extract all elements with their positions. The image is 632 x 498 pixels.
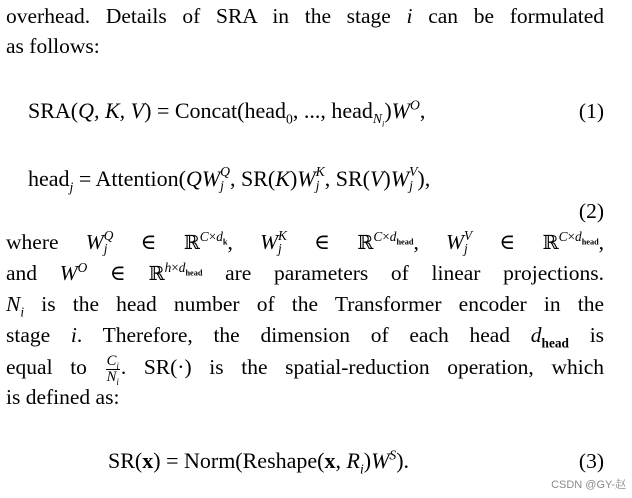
eq-sup: C bbox=[199, 228, 209, 244]
equation-2 bbox=[28, 164, 430, 195]
eq-text: ) bbox=[363, 448, 372, 473]
eq-sup: K bbox=[315, 164, 325, 180]
math-inline: W V j ∈ ℝ$^{C\times d_{head}}$, bbox=[446, 227, 605, 257]
eq-sub: k bbox=[222, 237, 228, 247]
eq-sup: V bbox=[463, 227, 473, 243]
eq-var: W bbox=[446, 230, 464, 254]
eq-sup: Q bbox=[220, 164, 231, 180]
eq-sub: i bbox=[359, 461, 364, 477]
text-segment: where bbox=[6, 230, 59, 254]
eq-text: ℝ bbox=[148, 262, 165, 285]
eq-text: ) bbox=[384, 98, 392, 123]
eq-var: W bbox=[390, 166, 410, 191]
eq-supsub bbox=[316, 165, 325, 192]
eq-text: SR( bbox=[108, 448, 143, 473]
text-segment: can be formulated bbox=[428, 4, 605, 28]
eq-text: SRA( bbox=[28, 98, 79, 123]
eq-text: ), bbox=[417, 166, 431, 191]
eq-var: K bbox=[275, 166, 290, 191]
eq-var: W bbox=[371, 448, 390, 473]
eq-var: W bbox=[85, 230, 104, 254]
eq-var: d bbox=[530, 323, 542, 347]
eq-sup: C bbox=[373, 228, 383, 244]
fraction bbox=[106, 352, 120, 387]
eq-text: ℝ bbox=[357, 231, 374, 254]
math-var: i bbox=[70, 323, 77, 347]
text-segment: equal to bbox=[6, 355, 87, 379]
eq-sup: d bbox=[178, 259, 186, 275]
eq-sub: head bbox=[185, 268, 203, 278]
watermark: CSDN @GY-赵 bbox=[551, 479, 626, 491]
text-line-5 bbox=[6, 290, 604, 318]
math-inline bbox=[6, 292, 25, 320]
text-segment: . Therefore, the dimension of each head bbox=[76, 323, 511, 347]
eq-sub: head bbox=[581, 237, 599, 247]
eq-sub: j bbox=[103, 241, 108, 257]
eq-var: W bbox=[297, 166, 316, 191]
text-segment: overhead. Details of SRA in the stage bbox=[6, 4, 391, 28]
eq-text: ) = Norm(Reshape( bbox=[153, 448, 325, 473]
math-var: i bbox=[406, 4, 413, 28]
eq-sub: 0 bbox=[286, 111, 293, 127]
eq-text: ℝ bbox=[542, 231, 559, 254]
frac-num: C bbox=[106, 352, 117, 369]
eq-supsub bbox=[278, 229, 287, 256]
frac-den: N bbox=[106, 368, 117, 385]
eq-text: ∈ bbox=[314, 230, 331, 254]
text-line-2 bbox=[6, 32, 604, 60]
math-inline: W K j ∈ ℝ$^{C\times d_{head}}$, bbox=[260, 227, 419, 257]
eq-text: head bbox=[28, 166, 70, 191]
eq-text: ). bbox=[396, 448, 410, 473]
eq-text: ∈ bbox=[499, 230, 516, 254]
eq-text: ) bbox=[383, 166, 391, 191]
text-segment: . SR(·) is the spatial-reduction operation, which bbox=[120, 355, 604, 379]
eq-sub: j bbox=[220, 177, 224, 193]
frac-sub: i bbox=[116, 360, 119, 371]
eq-var: W bbox=[201, 166, 221, 191]
equation-3-number: (3) bbox=[578, 449, 604, 473]
eq-text: , ..., head bbox=[292, 98, 373, 123]
text-line-6 bbox=[6, 321, 604, 349]
eq-text: ∈ bbox=[140, 230, 157, 254]
eq-text: , bbox=[419, 98, 426, 123]
eq-sup: d bbox=[389, 228, 397, 244]
text-segment: is bbox=[589, 323, 605, 347]
eq-text: , SR( bbox=[230, 166, 276, 191]
equation-2-number: (2) bbox=[578, 199, 604, 223]
eq-vars: Q, K, V bbox=[78, 98, 145, 123]
frac-sub: i bbox=[116, 376, 119, 387]
eq-sup: d bbox=[575, 228, 582, 244]
eq-var: W bbox=[260, 230, 279, 254]
eq-sub: j bbox=[315, 177, 320, 193]
eq-sup: h bbox=[164, 259, 172, 275]
eq-var: x bbox=[142, 448, 154, 473]
text-line-1 bbox=[6, 2, 604, 30]
eq-sup: O bbox=[77, 259, 88, 275]
eq-sub: j bbox=[409, 177, 413, 193]
eq-sup: K bbox=[278, 227, 287, 243]
eq-var: N bbox=[6, 292, 21, 316]
eq-text: , bbox=[335, 448, 347, 473]
eq-sup: V bbox=[409, 164, 418, 180]
eq-supsub bbox=[409, 165, 417, 192]
eq-var: x bbox=[324, 448, 336, 473]
equation-1-number: (1) bbox=[578, 99, 604, 123]
eq-sub: i bbox=[381, 119, 385, 130]
eq-var: W bbox=[391, 98, 410, 123]
eq-sup: Q bbox=[103, 227, 114, 243]
eq-sub: j bbox=[463, 241, 468, 257]
eq-supsub bbox=[464, 229, 472, 256]
eq-sup: d bbox=[216, 228, 223, 244]
eq-supsub bbox=[220, 165, 230, 192]
eq-text: ℝ bbox=[183, 231, 200, 254]
eq-text: = Attention( bbox=[73, 166, 186, 191]
eq-supsub bbox=[104, 229, 114, 256]
text-line-7 bbox=[6, 352, 604, 387]
eq-var: Q bbox=[185, 166, 202, 191]
text-line-4 bbox=[6, 259, 604, 288]
eq-sub: j bbox=[278, 241, 282, 257]
equation-3 bbox=[108, 446, 409, 476]
eq-text: ∈ bbox=[109, 261, 126, 285]
eq-var: V bbox=[369, 166, 384, 191]
text-segment: and bbox=[6, 261, 38, 285]
eq-sub: j bbox=[69, 179, 74, 195]
eq-text: ) = Concat(head bbox=[144, 98, 287, 123]
eq-sub: head bbox=[541, 335, 569, 351]
eq-text: , SR( bbox=[324, 166, 370, 191]
eq-sub: N bbox=[372, 111, 382, 127]
text-segment: as follows: bbox=[6, 34, 100, 58]
eq-var: W bbox=[59, 261, 78, 285]
text-line-3 bbox=[6, 228, 604, 257]
eq-sub: head bbox=[396, 237, 414, 247]
text-segment: stage bbox=[6, 323, 51, 347]
eq-var: R bbox=[346, 448, 360, 473]
eq-sub: i bbox=[20, 304, 25, 320]
eq-sup: S bbox=[389, 447, 397, 463]
text-segment: is the head number of the Transformer encoder in the bbox=[41, 292, 605, 316]
text-segment: is defined as: bbox=[6, 385, 120, 409]
eq-sup: O bbox=[409, 97, 420, 113]
math-inline: $W^O$ ∈ ℝ$^{h\times d_{head}}$ bbox=[59, 259, 203, 285]
text-segment: are parameters of linear projections. bbox=[225, 261, 605, 285]
text-line-8 bbox=[6, 383, 604, 411]
eq-text: ) bbox=[289, 166, 298, 191]
math-inline: W Q j ∈ ℝ$^{C\times d_k}$, bbox=[85, 227, 233, 257]
equation-1 bbox=[28, 96, 426, 130]
math-inline bbox=[530, 323, 569, 351]
eq-sup: C bbox=[558, 228, 568, 244]
